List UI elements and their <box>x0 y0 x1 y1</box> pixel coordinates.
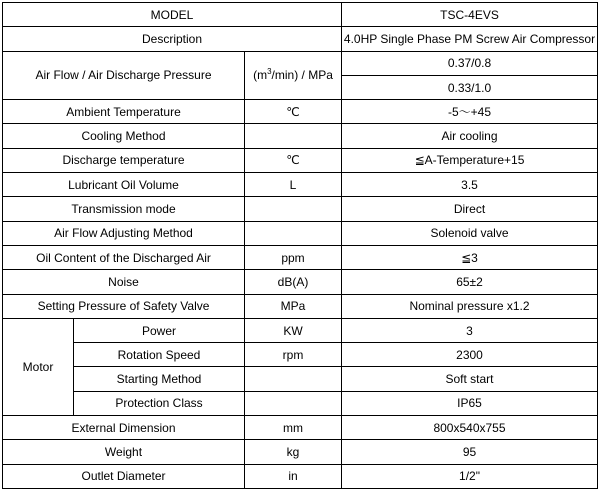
spec-unit: in <box>245 464 342 488</box>
airflow-unit <box>245 51 342 100</box>
spec-unit: ppm <box>245 245 342 269</box>
spec-value: 65±2 <box>342 270 598 294</box>
spec-unit: ℃ <box>245 100 342 124</box>
model-value: TSC-4EVS <box>342 3 598 27</box>
table-row <box>3 294 598 318</box>
spec-label: Transmission mode <box>3 197 245 221</box>
spec-value: 800x540x755 <box>342 416 598 440</box>
motor-spec-value: 3 <box>342 318 598 342</box>
spec-label: Ambient Temperature <box>3 100 245 124</box>
motor-spec-unit <box>245 367 342 391</box>
spec-value: -5～+45 <box>342 100 598 124</box>
motor-spec-label: Starting Method <box>74 367 245 391</box>
spec-label: Setting Pressure of Safety Valve <box>3 294 245 318</box>
table-row <box>3 124 598 148</box>
spec-value: Direct <box>342 197 598 221</box>
motor-group-label: Motor <box>3 318 74 415</box>
motor-spec-value: 2300 <box>342 343 598 367</box>
spec-label: Air Flow Adjusting Method <box>3 221 245 245</box>
table-row-motor <box>3 391 598 415</box>
spec-label: Weight <box>3 440 245 464</box>
table-row <box>3 148 598 172</box>
spec-label: Cooling Method <box>3 124 245 148</box>
motor-spec-unit <box>245 391 342 415</box>
motor-spec-value: Soft start <box>342 367 598 391</box>
table-row-motor <box>3 318 598 342</box>
spec-value: 3.5 <box>342 173 598 197</box>
spec-unit: dB(A) <box>245 270 342 294</box>
spec-label: External Dimension <box>3 416 245 440</box>
spec-unit <box>245 221 342 245</box>
spec-unit: MPa <box>245 294 342 318</box>
table-row <box>3 440 598 464</box>
motor-spec-label: Power <box>74 318 245 342</box>
table-row <box>3 221 598 245</box>
model-label: MODEL <box>3 3 342 27</box>
spec-value: ≦3 <box>342 245 598 269</box>
airflow-unit-superscript: 3 <box>267 67 272 77</box>
table-row-description <box>3 27 598 51</box>
airflow-unit-prefix: (m <box>253 68 268 83</box>
table-row-motor <box>3 367 598 391</box>
spec-unit: ℃ <box>245 148 342 172</box>
table-row <box>3 464 598 488</box>
spec-unit <box>245 124 342 148</box>
spec-value: 95 <box>342 440 598 464</box>
spec-value: Nominal pressure x1.2 <box>342 294 598 318</box>
description-label: Description <box>3 27 342 51</box>
spec-label: Oil Content of the Discharged Air <box>3 245 245 269</box>
table-row <box>3 197 598 221</box>
motor-spec-unit: rpm <box>245 343 342 367</box>
spec-label: Lubricant Oil Volume <box>3 173 245 197</box>
table-row <box>3 100 598 124</box>
spec-value: 1/2" <box>342 464 598 488</box>
spec-unit: kg <box>245 440 342 464</box>
table-row <box>3 173 598 197</box>
airflow-label: Air Flow / Air Discharge Pressure <box>3 51 245 100</box>
motor-spec-label: Rotation Speed <box>74 343 245 367</box>
spec-unit: L <box>245 173 342 197</box>
spec-label: Noise <box>3 270 245 294</box>
motor-spec-value: IP65 <box>342 391 598 415</box>
motor-spec-label: Protection Class <box>74 391 245 415</box>
spec-value: Air cooling <box>342 124 598 148</box>
table-row-motor <box>3 343 598 367</box>
spec-value: Solenoid valve <box>342 221 598 245</box>
table-row <box>3 245 598 269</box>
airflow-value-1: 0.37/0.8 <box>342 51 598 75</box>
airflow-unit-suffix: /min) / MPa <box>271 68 333 83</box>
table-row-airflow <box>3 51 598 75</box>
motor-spec-unit: KW <box>245 318 342 342</box>
spec-label: Outlet Diameter <box>3 464 245 488</box>
spec-table-body <box>3 3 598 489</box>
table-row-model <box>3 3 598 27</box>
table-row <box>3 270 598 294</box>
spec-unit <box>245 197 342 221</box>
airflow-value-2: 0.33/1.0 <box>342 75 598 99</box>
table-row <box>3 416 598 440</box>
spec-table <box>2 2 598 489</box>
description-value: 4.0HP Single Phase PM Screw Air Compressor <box>342 27 598 51</box>
spec-unit: mm <box>245 416 342 440</box>
spec-value: ≦A-Temperature+15 <box>342 148 598 172</box>
spec-label: Discharge temperature <box>3 148 245 172</box>
